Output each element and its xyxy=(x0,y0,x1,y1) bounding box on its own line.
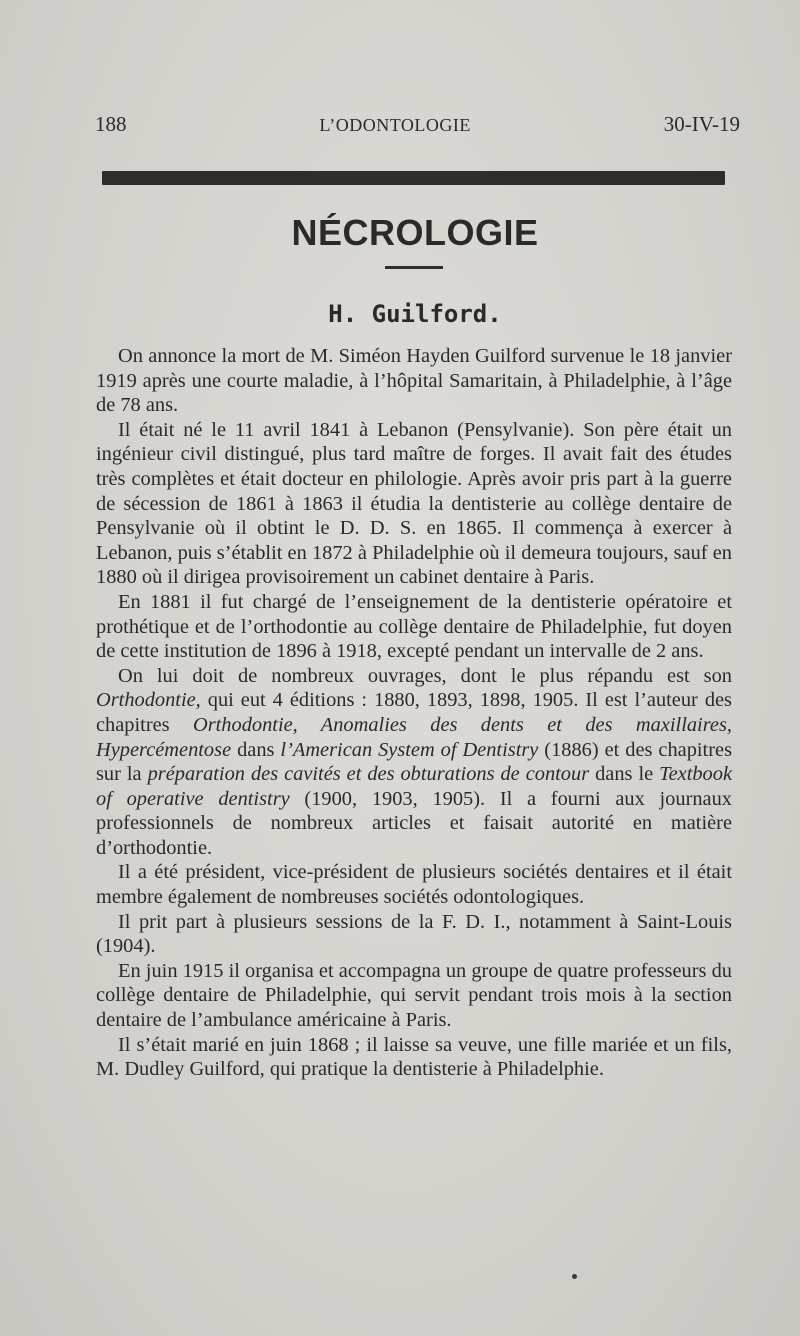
paragraph-text: En 1881 il fut chargé de l’enseignement de la dentisterie opératoire et prothétique et de l’orthodontie au collège dentaire de Philadelphie, fut doyen de cette institution de 1896 à 1918, excepté pendant un intervalle de 2 ans. xyxy=(96,590,732,663)
paragraph-3 xyxy=(96,590,732,664)
journal-title: L’ODONTOLOGIE xyxy=(319,115,471,135)
paragraph-text: (1900, 1903, 1905). Il a fourni aux journaux professionnels de nombreux articles et faisait autorité en matière d’orthodontie. xyxy=(96,787,732,859)
paragraph-text: Il a été président, vice-président de plusieurs sociétés dentaires et il était membre également de nombreuses sociétés odontologiques. xyxy=(96,861,732,909)
book-title-american-system: l’American System of Dentistry xyxy=(280,738,539,761)
paragraph-text: qui eut 4 éditions : 1880, 1893, 1898, 1905. Il est l’auteur des chapitres xyxy=(96,689,732,736)
paragraph-text: dans xyxy=(231,738,281,761)
paragraph-2 xyxy=(96,418,732,590)
title-divider xyxy=(385,266,443,269)
section-title: NÉCROLOGIE xyxy=(291,212,539,253)
paragraph-6 xyxy=(96,910,732,959)
paragraph-1 xyxy=(96,344,732,418)
book-title-textbook: Textbook of operative dentistry xyxy=(96,763,732,810)
paragraph-text: dans le xyxy=(589,763,660,786)
article-body xyxy=(96,344,732,1082)
paragraph-5 xyxy=(96,860,732,909)
page-number: 188 xyxy=(95,112,127,136)
header-rule-bar xyxy=(102,171,725,185)
paragraph-text: (1886) et des chapitres sur la xyxy=(96,738,733,786)
paragraph-8 xyxy=(96,1033,732,1082)
paragraph-text: Il prit part à plusieurs sessions de la F. D. I., notamment à Saint-Louis (1904). xyxy=(96,910,732,958)
paragraph-text: Il s’était marié en juin 1868 ; il laisse sa veuve, une fille mariée et un fils, M. Dudley Guilford, qui pratique la dentisterie à Philadelphie. xyxy=(96,1033,732,1081)
chapter-titles: Orthodontie, Anomalies des dents et des maxillaires, Hypercémentose xyxy=(96,713,732,761)
ink-speck xyxy=(572,1274,577,1279)
running-header xyxy=(95,112,740,144)
obituary-subject-name: H. Guilford. xyxy=(328,300,502,328)
paragraph-text: En juin 1915 il organisa et accompagna un groupe de quatre professeurs du collège dentaire de Philadelphie, qui servit pendant trois mois à la section dentaire de l’ambulance américaine à Paris. xyxy=(96,959,732,1032)
issue-date: 30-IV-19 xyxy=(663,112,740,136)
paragraph-7 xyxy=(96,959,732,1033)
paragraph-text: On annonce la mort de M. Siméon Hayden Guilford survenue le 18 janvier 1919 après une courte maladie, à l’hôpital Samaritain, à Philadelphie, à l’âge de 78 ans. xyxy=(96,345,732,417)
book-title-orthodontie: Orthodontie, xyxy=(96,689,201,712)
chapter-title-preparation: préparation des cavités et des obturations de contour xyxy=(147,763,590,786)
paragraph-4 xyxy=(96,664,732,861)
paragraph-text: On lui doit de nombreux ouvrages, dont le plus répandu est son xyxy=(118,664,732,687)
paragraph-text: Il était né le 11 avril 1841 à Lebanon (Pensylvanie). Son père était un ingénieur civil distingué, plus tard maître de forges. Il avait fait des études très complètes et était docteur en philologie. Après avoir pris part à la guerre de sécession de 1861 à 1863 il étudia la dentisterie au collège dentaire de Pensylvanie où il obtint le D. D. S. en 1865. Il commença à exercer à Lebanon, puis s’établit en 1872 à Philadelphie où il demeura toujours, sauf en 1880 où il dirigea provisoirement un cabinet dentaire à Paris. xyxy=(96,418,732,589)
